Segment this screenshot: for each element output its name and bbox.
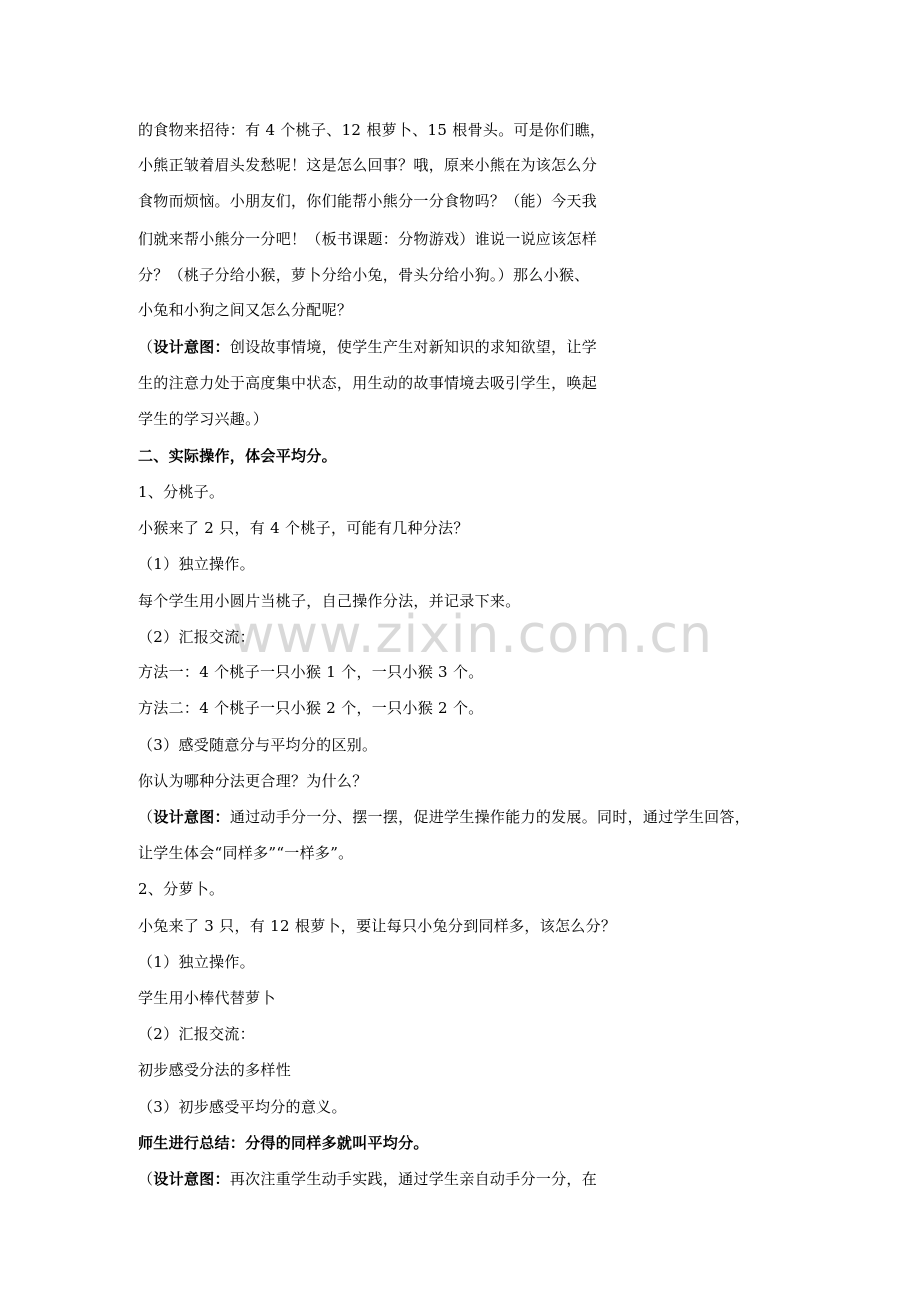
paragraph-line: 小兔和小狗之间又怎么分配呢？ — [138, 301, 353, 319]
paragraph-line: 小猴来了 2 只，有 4 个桃子，可能有几种分法？ — [138, 519, 469, 537]
paragraph-line: 们就来帮小熊分一分吧！（板书课题：分物游戏）谁说一说应该怎样 — [138, 230, 598, 248]
design-intent-line — [138, 1169, 788, 1189]
step-item: （1）独立操作。 — [138, 953, 255, 971]
method-line: 方法一：4 个桃子一只小猴 1 个，一只小猴 3 个。 — [138, 663, 484, 681]
summary-line: 师生进行总结：分得的同样多就叫平均分。 — [138, 1134, 429, 1152]
design-intent-line — [138, 807, 788, 827]
paragraph-line: 的食物来招待：有 4 个桃子、12 根萝卜、15 根骨头。可是你们瞧， — [138, 121, 606, 139]
paragraph-line: 学生用小棒代替萝卜 — [138, 989, 276, 1007]
step-item: （1）独立操作。 — [138, 555, 255, 573]
design-intent-label: 设计意图： — [153, 808, 230, 826]
paragraph-line: 每个学生用小圆片当桃子，自己操作分法，并记录下来。 — [138, 592, 521, 610]
design-intent-text: 再次注重学生动手实践，通过学生亲自动手分一分，在 — [229, 1170, 598, 1188]
paragraph-line: 让学生体会“同样多”“一样多”。 — [138, 844, 354, 862]
paragraph-line: 你认为哪种分法更合理？为什么？ — [138, 772, 368, 790]
design-intent-label: 设计意图： — [153, 1170, 230, 1188]
paragraph-line: 初步感受分法的多样性 — [138, 1061, 292, 1079]
method-line: 方法二：4 个桃子一只小猴 2 个，一只小猴 2 个。 — [138, 699, 484, 717]
step-item: （2）汇报交流： — [138, 628, 255, 646]
subsection-heading: 1、分桃子。 — [138, 483, 225, 501]
paragraph-line: 学生的学习兴趣。） — [138, 410, 269, 428]
paragraph-line: 小兔来了 3 只，有 12 根萝卜，要让每只小兔分到同样多，该怎么分？ — [138, 917, 617, 935]
design-intent-text: 通过动手分一分、摆一摆，促进学生操作能力的发展。同时，通过学生回答， — [229, 808, 751, 826]
step-item: （3）感受随意分与平均分的区别。 — [138, 736, 378, 754]
step-item: （3）初步感受平均分的意义。 — [138, 1098, 347, 1116]
open-paren: （ — [138, 808, 154, 826]
paragraph-line: 分？（桃子分给小猴，萝卜分给小兔，骨头分给小狗。）那么小猴、 — [138, 266, 590, 284]
paragraph-line: 生的注意力处于高度集中状态，用生动的故事情境去吸引学生，唤起 — [138, 374, 598, 392]
subsection-heading: 2、分萝卜。 — [138, 880, 225, 898]
watermark: www.zixin.com.cn — [232, 605, 713, 665]
paragraph-line: 小熊正皱着眉头发愁呢！这是怎么回事？哦，原来小熊在为该怎么分 — [138, 156, 598, 174]
design-intent-label: 设计意图： — [153, 338, 230, 356]
design-intent-line — [138, 337, 788, 357]
paragraph-line: 食物而烦恼。小朋友们，你们能帮小熊分一分食物吗？（能）今天我 — [138, 192, 598, 210]
open-paren: （ — [138, 1170, 154, 1188]
design-intent-text: 创设故事情境，使学生产生对新知识的求知欲望，让学 — [229, 338, 598, 356]
step-item: （2）汇报交流： — [138, 1025, 255, 1043]
open-paren: （ — [138, 338, 154, 356]
section-heading: 二、实际操作，体会平均分。 — [138, 447, 337, 465]
